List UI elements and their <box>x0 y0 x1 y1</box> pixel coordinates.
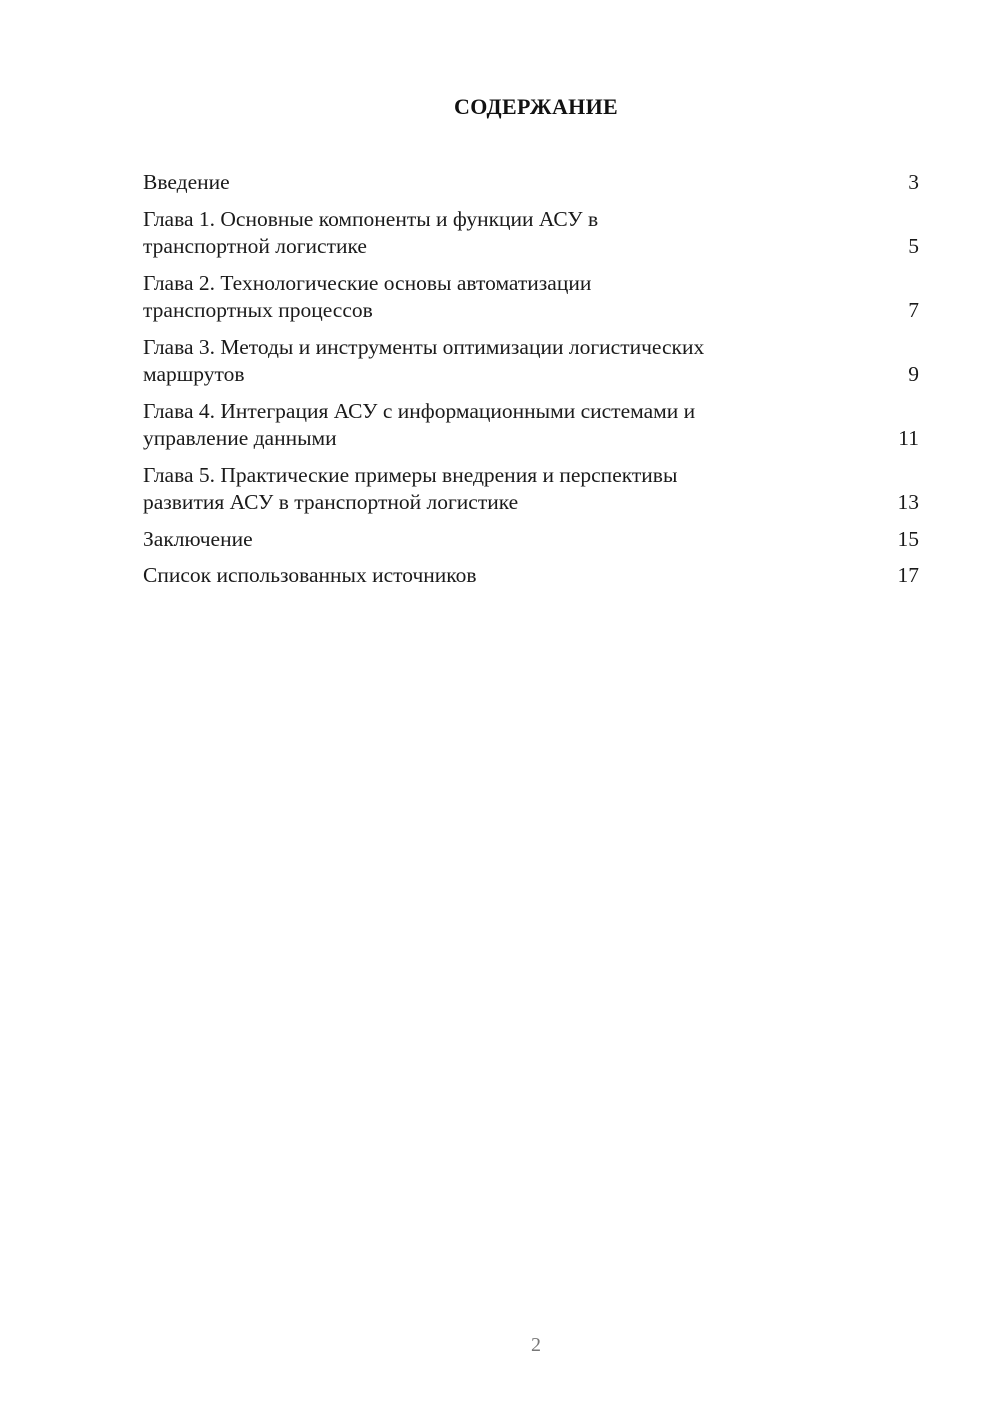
toc-entry-line: Глава 3. Методы и инструменты оптимизации логистических <box>143 334 705 359</box>
toc-entry-chapter-1 <box>143 206 919 261</box>
toc-entry-line: Список использованных источников <box>143 563 477 587</box>
toc-entry-page: 7 <box>908 298 919 322</box>
toc-entry-line: Глава 1. Основные компоненты и функции АСУ в <box>143 206 599 231</box>
toc-entry-title <box>143 562 895 590</box>
toc-entry-chapter-5 <box>143 462 919 517</box>
toc-entry-title <box>143 526 895 554</box>
toc-entry-page: 17 <box>897 563 919 587</box>
toc-entry-line: Глава 4. Интеграция АСУ с информационными системами и <box>143 398 696 423</box>
toc-entry-chapter-4 <box>143 398 919 453</box>
toc-entry-page: 13 <box>897 490 919 514</box>
toc-entry-page: 15 <box>897 526 919 551</box>
toc-entry-chapter-2 <box>143 270 919 325</box>
toc-entry-line: Заключение <box>143 526 253 551</box>
toc-entry-line: Глава 2. Технологические основы автоматизации <box>143 270 592 295</box>
toc-entry-page: 5 <box>908 234 919 258</box>
toc-entry-page: 3 <box>908 170 919 194</box>
toc-entry-title <box>143 206 895 261</box>
toc-entry-line: управление данными <box>143 426 337 450</box>
toc-entry-page: 9 <box>908 362 919 386</box>
toc-entry-title <box>143 169 895 197</box>
toc-entry-introduction <box>143 169 919 197</box>
toc-entry-page: 11 <box>898 426 919 450</box>
toc-entry-references <box>143 562 919 590</box>
toc-entry-chapter-3 <box>143 334 919 389</box>
page-title: СОДЕРЖАНИЕ <box>454 94 618 119</box>
toc-entry-line: развития АСУ в транспортной логистике <box>143 490 519 514</box>
toc-entry-title <box>143 334 895 389</box>
toc-entry-title <box>143 398 895 453</box>
toc-entry-line: транспортной логистике <box>143 234 367 258</box>
page-number: 2 <box>531 1334 541 1356</box>
toc-entry-line: Глава 5. Практические примеры внедрения и перспективы <box>143 462 678 487</box>
toc-entry-line: маршрутов <box>143 362 245 386</box>
toc-entry-title <box>143 270 895 325</box>
toc-entry-conclusion <box>143 526 919 554</box>
toc-entry-title <box>143 462 895 517</box>
toc-entry-line: транспортных процессов <box>143 298 373 322</box>
table-of-contents <box>143 169 919 599</box>
toc-entry-line: Введение <box>143 170 230 194</box>
